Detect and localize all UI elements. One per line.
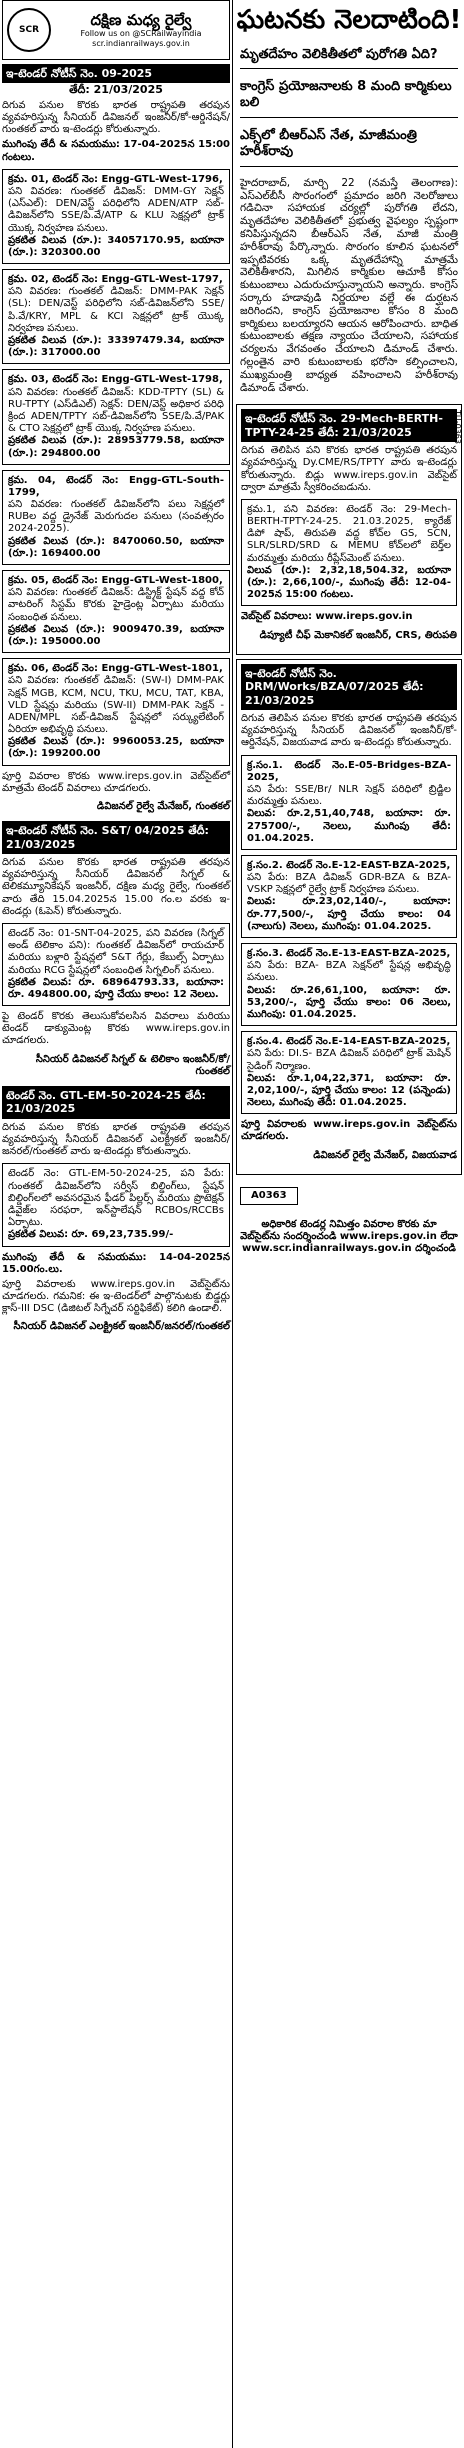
lot-body: టెండర్ నెం: GTL-EM-50-2024-25, పని పేరు: గుంతకల్ డివిజన్‌లోని సర్వీస్ బిల్డింగ్‌లు, స్టేషన్ బిల్డింగ్‌లలో అవసరమైన ఫీడర్ పిల్లర్స్ మరియు ప్రొటెక్షన్ డివైజ్‌ల సరఫరా, ఇన్‌స్టాలేషన్ RCBOs/RCCBs ఏర్పాటు. — [8, 1168, 224, 1229]
lot-value: ప్రకటిత విలువ (రూ.): 8470060.50, బయానా (రూ.): 169400.00 — [8, 535, 224, 559]
notice1-website: పూర్తి వివరాల కొరకు www.ireps.gov.in వెబ్‌సైట్‌లో మాత్రమే టెండర్ వివరాలు చూడగలరు. — [2, 770, 230, 794]
lot-body: పని వివరణ: గుంతకల్ డివిజన్: DMM-GY సెక్షన్ (ఎస్ఎల్): DEN/వెస్ట్ పరిధిలోని ADEN/ATP సబ్-డివిజన్‌లోని SSE/పి.వే/ATP & KLU సెక్షన్లలో ట్రాక్ యొక్క నిర్వహణ పనులు. — [8, 185, 224, 234]
notice1-title: ఇ-టెండర్ నోటీస్ నెం. 09-2025 — [2, 64, 230, 83]
lot-value: విలువ (రూ.): 2,32,18,504.32, బయానా (రూ.): 2,66,100/-, ముగింపు తేదీ: 12-04-2025న 15:00 గంటలు. — [247, 564, 451, 601]
lot-value: ప్రకటిత విలువ (రూ.): 9960053.25, బయానా (రూ.): 199200.00 — [8, 736, 224, 760]
follow-text: Follow us on @SCRailwayindia — [80, 29, 202, 39]
notice5-box — [236, 659, 462, 1175]
lot-item — [2, 1163, 230, 1246]
notice3-intro: దిగువ పనుల కొరకు భారత రాష్ట్రపతి తరపున వ్యవహరిస్తున్న సీనియర్ డివిజనల్ ఎలక్ట్రికల్ ఇంజనీర్/జనరల్/గుంతకల్ వారు ఇ-టెండర్లు కోరుతున్నారు. — [2, 1121, 230, 1158]
lot-item — [2, 923, 230, 1006]
notice5-title: ఇ-టెండర్ నోటీస్ నెం. DRM/Works/BZA/07/2025 తేదీ: 21/03/2025 — [241, 664, 457, 710]
news-article: హైదరాబాద్, మార్చి 22 (నమస్తే తెలంగాణ): ఎస్ఎల్‌బీసీ సొరంగంలో ప్రమాదం జరిగి నెలరోజులు గడిచినా సహాయక చర్యల్లో పురోగతి లేదని, మృతదేహాల వెలికితీతలో ప్రభుత్వ వైఫల్యం స్పష్టంగా కనిపిస్తున్నదని బీఆర్ఎస్ నేత, మాజీ మంత్రి హరీశ్‌రావు పేర్కొన్నారు. సొరంగం కూలిన ఘటనలో ఇప్పటివరకు ఒక్క మృతదేహాన్ని మాత్రమే వెలికితీశారని, మిగిలిన కార్మికుల ఆచూకీ కోసం కుటుంబాలు ఎదురుచూస్తున్నాయని అన్నారు. కాంగ్రెస్ సర్కారు హడావుడి నిర్ణయాల వల్లే ఈ దుర్ఘటన జరిగిందని, కాంగ్రెస్ ప్రయోజనాల కోసం 8 మంది కార్మికులు బలయ్యారని ఆయన ఆరోపించారు. బాధిత కుటుంబాలకు తక్షణ న్యాయం చేయాలని, సహాయక చర్యలను వేగవంతం చేయాలని డిమాండ్ చేశారు. గల్లంతైన వారి కుటుంబాలకు భరోసా కల్పించాలని, ముఖ్యమంత్రి బాధ్యత వహించాలని హరీశ్‌రావు డిమాండ్ చేశారు. — [240, 176, 458, 394]
notice1-signature: డివిజనల్ రైల్వే మేనేజర్, గుంతకల్ — [96, 801, 230, 812]
lot-head: క్ర.సం.4. టెండర్ నెం.E-14-EAST-BZA-2025, — [247, 1036, 451, 1048]
notice1-closing: ముగింపు తేదీ & సమయము: 17-04-2025న 15:00 గంటలు. — [2, 139, 230, 163]
lot-value: ప్రకటిత విలువ (రూ.): 33397479.34, బయానా (రూ.): 317000.00 — [8, 335, 224, 359]
lot-item — [241, 499, 457, 607]
lot-head: క్ర.సం.2. టెండర్ నెం.E-12-EAST-BZA-2025, — [247, 859, 451, 871]
lot-body: పని పేరు: BZA డివిజన్ GDR-BZA & BZA-VSKP సెక్షన్లలో రైల్వే ట్రాక్ నిర్వహణ పనులు. — [247, 872, 451, 896]
notice3-title: టెండర్ నెం. GTL-EM-50-2024-25 తేదీ: 21/03/2025 — [2, 1086, 230, 1119]
header-site: scr.indianrailways.gov.in — [92, 39, 190, 49]
notice4-signature: డిప్యూటీ చీఫ్ మెకానికల్ ఇంజనీర్, CRS, తిరుపతి — [259, 629, 457, 641]
lot-head: క్రమ. 03, టెండర్ నెం: Engg-GTL-West-1798, — [8, 374, 223, 386]
lot-item — [2, 470, 230, 565]
right-column — [236, 0, 462, 1262]
lot-head: క్రమ. 02, టెండర్ నెం: Engg-GTL-West-1797, — [8, 274, 223, 286]
lot-body: పని వివరణ: గుంతకల్ డివిజన్‌లోని పలు సెక్షన్లలో RUBల వద్ద డ్రైనేజ్ మెరుగుదల పనులు (సంవత్సరం 2024-2025). — [8, 499, 224, 535]
notice2-signature: సీనియర్ డివిజనల్ సిగ్నల్ & టెలికాం ఇంజనీర్/కో/గుంతకల్ — [35, 1053, 230, 1077]
lot-head: క్ర.సం.3. టెండర్ నెం.E-13-EAST-BZA-2025, — [247, 948, 451, 959]
lot-head: క్ర.సం.1. టెండర్ నెం.E-05-Bridges-BZA-2025, — [247, 759, 451, 783]
railway-name: దక్షిణ మధ్య రైల్వే — [90, 11, 192, 30]
notice1-intro: దిగువ పనుల కొరకు భారత రాష్ట్రపతి తరపున వ్యవహరిస్తున్న సీనియర్ డివిజనల్ ఇంజనీర్/కో-ఆర్డినేషన్/గుంతకల్ వారు ఇ-టెండర్లు కోరుతున్నారు. — [2, 99, 230, 136]
notice3-note: పూర్తి వివరాలకు www.ireps.gov.in వెబ్‌సైట్‌ను చూడగలరు. గమనిక: ఈ ఇ-టెండర్‌లో పాల్గొనుటకు బిడ్డర్లు క్లాస్-III DSC (డిజిటల్ సిగ్నేచర్ సర్టిఫికేట్) కలిగి ఉండాలి. — [2, 1278, 230, 1315]
news-bullet: ఎక్స్‌లో బీఆర్ఎస్ నేత, మాజీమంత్రి హరీశ్‌రావు — [240, 128, 458, 167]
lot-body: పని వివరణ: గుంతకల్ డివిజన్: KDD-TPTY (SL) & RU-TPTY (ఎస్‌డిఎల్) సెక్షన్: DEN/వెస్ట్ అధికార పరిధి క్రింద ADEN/TPTY సబ్-డివిజన్‌లోని SSE/పి.వే/PAK & CTO సెక్షన్లలో ట్రాక్ యొక్క నిర్వహణ పనులు. — [8, 386, 224, 435]
lot-value: విలువ: రూ.26,61,100, బయానా: రూ. 53,200/-, పూర్తి చేయు కాలం: 06 నెలలు, ముగింపు: 01.04.2025. — [247, 984, 451, 1020]
lot-value: ప్రకటిత విలువ (రూ.): 28953779.58, బయానా (రూ.): 294800.00 — [8, 435, 224, 459]
lot-body: పని వివరణ: గుంతకల్ డివిజన్: DMM-PAK సెక్షన్ (SL): DEN/వెస్ట్ పరిధిలోని సబ్-డివిజన్‌లోని SSE/పి.వే/KRY, MPL & KCI సెక్షన్లలో ట్రాక్ యొక్క నిర్వహణ పనులు. — [8, 286, 224, 334]
lot-head: క్రమ. 06, టెండర్ నెం: Engg-GTL-West-1801, — [8, 663, 223, 675]
notice2-intro: దిగువ పనుల కొరకు భారత రాష్ట్రపతి తరపున వ్యవహరిస్తున్న సీనియర్ డివిజనల్ సిగ్నల్ & టెలికమ్యూనికేషన్ ఇంజనీర్, దక్షిణ మధ్య రైల్వే, గుంతకల్ వారు తేది 15.04.2025న 15.00 గం.ల వరకు ఇ-టెండర్లు (ఓపెన్) కోరుతున్నారు. — [2, 857, 230, 917]
column-divider — [232, 0, 233, 2448]
lot-head: క్రమ. 05, టెండర్ నెం: Engg-GTL-West-1800, — [8, 575, 223, 586]
lot-body: పని వివరణ: గుంతకల్ డివిజన్: డిస్ట్రిక్ట్ స్టేషన్ వద్ద కోచ్ వాటరింగ్ సిస్టమ్ కొరకు హైడ్రెంట్ల ఏర్పాటు మరియు సంబంధిత పనులు. — [8, 587, 224, 623]
lot-value: విలువ: రూ.2,51,40,748, బయానా: రూ. 275700/-, నెలలు, ముగింపు తేదీ: 01.04.2025. — [247, 808, 451, 844]
notice2-note: పై టెండర్ కొరకు తెలుసుకోవలసిన వివరాలు మరియు టెండర్ డాక్యుమెంట్ల కొరకు www.ireps.gov.in చూడగలరు. — [2, 1011, 230, 1047]
news-bullet: కాంగ్రెస్ ప్రయోజనాలకు 8 మంది కార్మికులు బలి — [240, 79, 458, 118]
lot-body: పని వివరణ: గుంతకల్ డివిజన్: (SW-I) DMM-PAK సెక్షన్ MGB, KCM, NCU, TKU, MCU, TAT, KBA, VLD స్టేషన్లు మరియు (SW-II) DMM-PAK సెక్షన్ - ADEN/MPL సబ్-డివిజన్ స్టేషన్లలో సర్క్యులేటింగ్ ఏరియా అభివృద్ధి పనులు. — [8, 675, 224, 736]
side-code: TU-0363 — [453, 410, 462, 444]
lot-item — [2, 570, 230, 653]
lot-item — [241, 755, 457, 850]
notice5-intro: దిగువ తెలిపిన పనుల కొరకు భారత రాష్ట్రపతి తరపున వ్యవహరిస్తున్న సీనియర్ డివిజనల్ ఇంజనీర్/కో-ఆర్డినేషన్, విజయవాడ వారు ఇ-టెండర్లు కోరుతున్నారు. — [241, 713, 457, 749]
lot-body: పని పేరు: SSE/Br/ NLR సెక్షన్ పరిధిలో బ్రిడ్జిల మరమ్మత్తు పనులు. — [247, 783, 451, 808]
news-headline: ఘటనకు నెలదాటింది! — [236, 5, 462, 35]
footer-note: అధికారిక టెండర్ల నిమిత్తం వివరాల కొరకు మా వెబ్‌సైట్‌ను సందర్శించండి www.ireps.gov.in లేదా www.scr.indianrailways.gov.in దర్శించండి — [240, 1219, 458, 1255]
news-bullet: మృతదేహం వెలికితీతలో పురోగతి ఏది? — [240, 47, 458, 70]
lot-head: క్రమ. 04, టెండర్ నెం: Engg-GTL-South-1799, — [8, 474, 224, 498]
lot-value: ప్రకటిత విలువ (రూ.): 34057170.95, బయానా (రూ.): 320300.00 — [8, 234, 224, 258]
notice3-signature: సీనియర్ డివిజనల్ ఎలక్ట్రికల్ ఇంజనీర్/జనరల్/గుంతకల్ — [13, 1321, 230, 1333]
notice4-box — [236, 404, 462, 654]
lot-item — [2, 658, 230, 766]
lot-item — [241, 855, 457, 938]
railway-logo: SCR — [7, 8, 51, 52]
lot-value: ప్రకటిత విలువ (రూ.): 9009470.39, బయానా (రూ.): 195000.00 — [8, 623, 224, 647]
notice4-title: ఇ-టెండర్ నోటీస్ నెం. 29-Mech-BERTH-TPTY-24-25 తేదీ: 21/03/2025 — [241, 409, 457, 442]
lot-value: ప్రకటిత విలువ: రూ. 69,23,735.99/- — [8, 1229, 174, 1241]
lot-value: విలువ: రూ.1,04,22,371, బయానా: రూ. 2,02,100/-, పూర్తి చేయు కాలం: 12 (పన్నెండు) నెలలు, ముగింపు తేదీ: 01.04.2025. — [247, 1072, 451, 1109]
lot-value: ప్రకటిత విలువ: రూ. 68964793.33, బయానా: రూ. 494800.00, పూర్తి చేయు కాలం: 12 నెలలు. — [8, 976, 224, 1000]
lot-item — [2, 369, 230, 464]
lot-item — [241, 1031, 457, 1114]
notice4-website: వెబ్‌సైట్ వివరాలు: www.ireps.gov.in — [241, 611, 413, 623]
left-column — [2, 0, 230, 1342]
lot-value: విలువ: రూ.23,02,140/-, బయానా: రూ.77,500/-, పూర్తి చేయు కాలం: 04 (నాలుగు) నెలలు, ముగింపు: 01.04.2025. — [247, 896, 451, 932]
lot-item — [2, 269, 230, 364]
notice2-title: ఇ-టెండర్ నోటీస్ నెం. S&T/ 04/2025 తేదీ: 21/03/2025 — [2, 821, 230, 854]
notice1-date: తేదీ: 21/03/2025 — [69, 83, 163, 97]
ad-code: A0363 — [240, 1187, 298, 1205]
notice4-intro: దిగువ తెలిపిన పని కొరకు భారత రాష్ట్రపతి తరపున వ్యవహరిస్తున్న Dy.CME/RS/TPTY వారు ఇ-టెండర్లు కోరుతున్నారు. బిడ్లు www.ireps.gov.in వెబ్‌సైట్ ద్వారా మాత్రమే స్వీకరించబడును. — [241, 445, 457, 493]
lot-body: పని పేరు: BZA- BZA సెక్షన్‌లో స్టేషన్ల అభివృద్ధి పనులు. — [247, 960, 451, 984]
lot-item — [241, 943, 457, 1026]
lot-item — [2, 169, 230, 264]
lot-body: పని పేరు: DI.S- BZA డివిజన్ పరిధిలో ట్రాక్ మెషిన్ సైడింగ్ నిర్మాణం. — [247, 1048, 451, 1072]
notice5-website: పూర్తి వివరాలకు www.ireps.gov.in వెబ్‌సైట్‌ను చూడగలరు. — [241, 1119, 457, 1143]
notice5-signature: డివిజనల్ రైల్వే మేనేజర్, విజయవాడ — [313, 1149, 457, 1161]
lot-head: క్రమ. 01, టెండర్ నెం: Engg-GTL-West-1796, — [8, 173, 223, 185]
railway-header — [2, 0, 230, 60]
lot-body: టెండర్ నెం: 01-SNT-04-2025, పని వివరణ (సిగ్నల్ అండ్ టెలికాం పని): గుంతకల్ డివిజన్‌లో రాయచూర్ మరియు బళ్లారి స్టేషన్లలో S&T గేర్లు, కేబుల్స్ ఏర్పాటు మరియు RCG స్టేషన్లలో సంబంధిత సిగ్నలింగ్ పనులు. — [8, 927, 224, 976]
notice3-closing: ముగింపు తేదీ & సమయము: 14-04-2025న 15.00గం.లు. — [2, 1251, 230, 1275]
lot-body: క్రమ.1, పని వివరణ: టెండర్ నెం: 29-Mech-BERTH-TPTY-24-25. 21.03.2025, క్యారేజ్ డిపో షాప్, తిరుపతి వద్ద కోచ్‌ల GS, SCN, SLR/SLRD/SRD & MEMU కోచ్‌లలో బెర్త్‌ల మరమ్మత్తు మరియు రీప్లేస్‌మెంట్ పనులు. — [247, 503, 451, 564]
